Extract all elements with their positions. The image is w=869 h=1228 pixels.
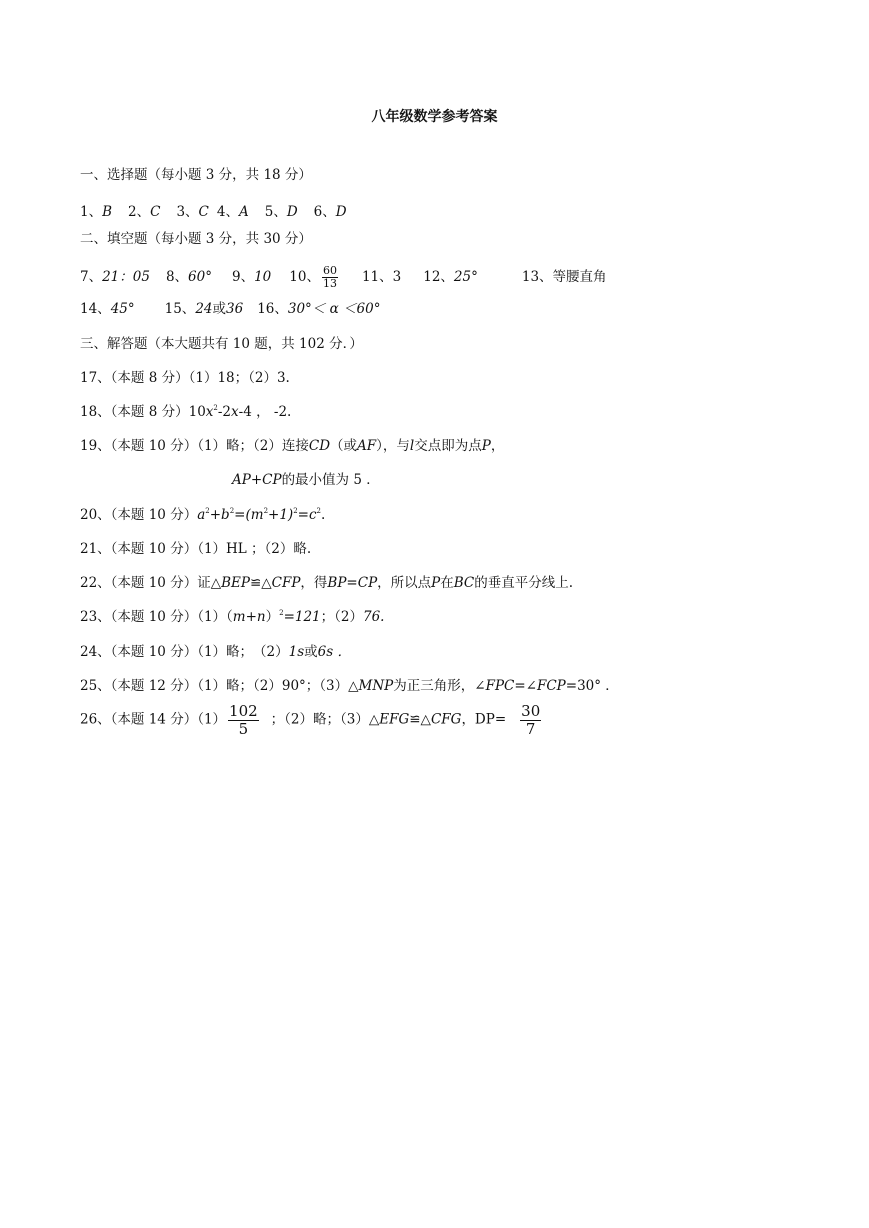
answer-22: 22、（本题 10 分）证△BEP≌△CFP，得BP=CP，所以点P在BC的垂直平分线上. (80, 575, 574, 591)
answer-17: 17、（本题 8 分）（1）18；（2）3. (80, 370, 290, 386)
section1-answers: 1、B 2、C 3、C 4、A 5、D 6、D (80, 204, 347, 220)
section2-row1: 7、21：05 8、60° 9、10 10、 $\frac{60}{13}$ 11、3 12、25° 13、等腰直角 (80, 264, 607, 291)
answer-23: 23、（本题 10 分）$(1)(m+n)^2=121$；（2）76. (80, 609, 385, 625)
answer-24: 24、（本题 10 分）（1）略； （2）1s或6s ． (80, 644, 351, 660)
section1-heading: 一、选择题（每小题 3 分，共 18 分） (80, 167, 312, 183)
answer-20: 20、（本题 10 分）$a^2+b^2=(m^2+1)^2=c^2$. (80, 507, 326, 523)
answer-19: 19、（本题 10 分）（1）略；（2）连接CD（或AF），与l交点即为点P， (80, 438, 505, 454)
answer-26: 26、（本题 14 分）（1） $\frac{102}{5}$ ；（2）略；（3）△EFG≌△CFG，DP= $\frac{30}{7}$ (80, 702, 541, 738)
answer-25: 25、（本题 12 分）（1）略；（2）90°；（3）△MNP为正三角形，∠FPC=∠FCP=30° ． (80, 678, 619, 694)
fraction-60-13: $\frac{60}{13}$ (322, 264, 337, 291)
fraction-102-5: $\frac{102}{5}$ (229, 702, 258, 738)
fraction-30-7: $\frac{30}{7}$ (521, 702, 541, 738)
answer-18: 18、（本题 8 分）$10x^2-2x-4$ ， -2. (80, 404, 292, 420)
section2-heading: 二、填空题（每小题 3 分，共 30 分） (80, 231, 312, 247)
section3-heading: 三、解答题（本大题共有 10 题，共 102 分．） (80, 336, 363, 352)
page-title: 八年级数学参考答案 (371, 109, 498, 125)
section2-row2: 14、45° 15、24或36 16、30°＜ α ＜60° (80, 301, 381, 317)
answer-21: 21、（本题 10 分）（1）HL ；（2）略. (80, 541, 312, 557)
answer-19-line2: AP+CP的最小值为 5 ． (232, 472, 380, 488)
